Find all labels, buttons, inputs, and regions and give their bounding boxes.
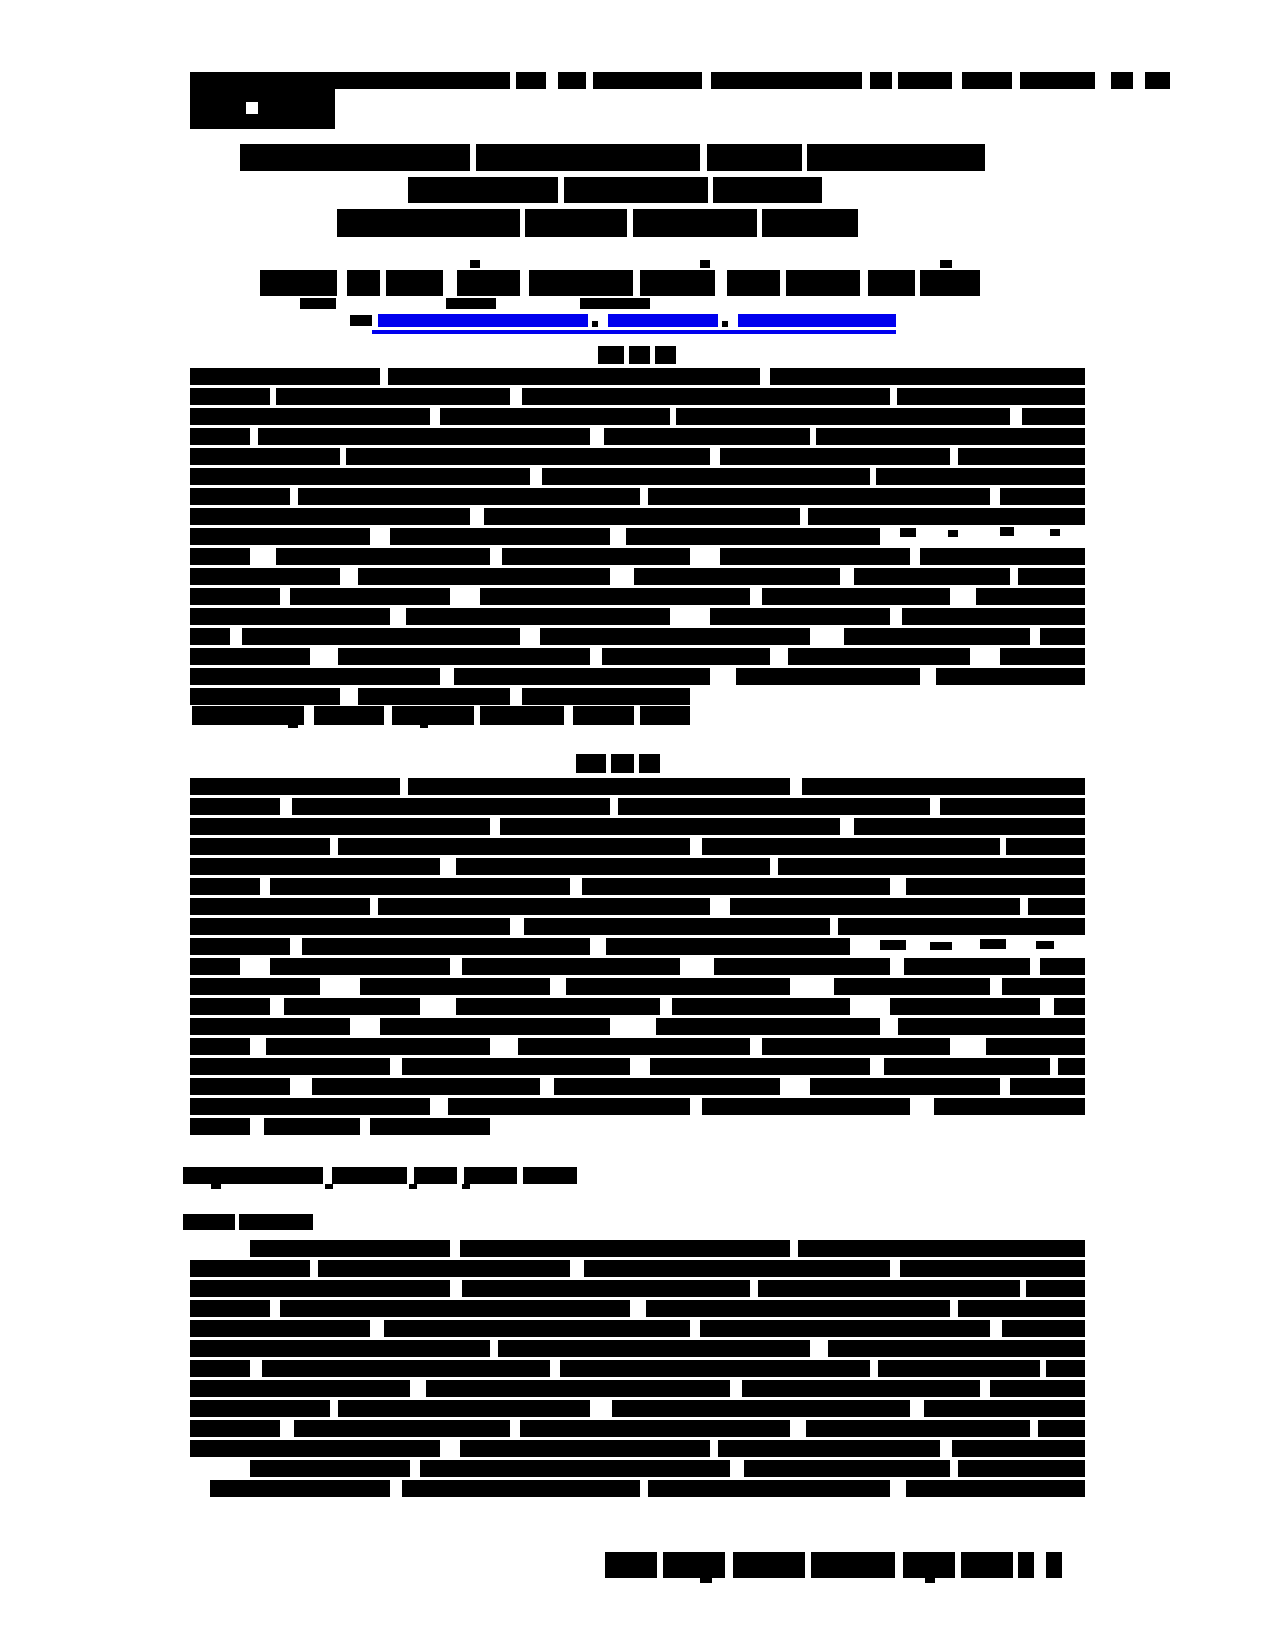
- abstract-paragraph-line-9-gap: [370, 528, 390, 545]
- resume-paragraph-line-12-gap: [850, 998, 890, 1015]
- abstract-paragraph-line-7-gap: [640, 488, 648, 505]
- introduction-paragraph-line-7-gap: [250, 1360, 262, 1377]
- introduction-paragraph-line-6-gap: [490, 1340, 498, 1357]
- resume-paragraph-line-1-gap: [790, 778, 802, 795]
- introduction-paragraph-line-7: [190, 1360, 1085, 1377]
- footer-line-gap: [955, 1552, 961, 1578]
- abstract-paragraph-line-6: [190, 468, 1085, 485]
- introduction-paragraph-line-6: [190, 1340, 1085, 1357]
- introduction-paragraph-line-3-gap: [1020, 1280, 1026, 1297]
- masthead-topbar-gap: [892, 72, 898, 89]
- introduction-paragraph-line-3-gap: [450, 1280, 462, 1297]
- abstract-paragraph-line-16-gap: [920, 668, 936, 685]
- resume-paragraph-line-13: [190, 1018, 1085, 1035]
- abstract-paragraph-line-5: [190, 448, 1085, 465]
- email-link-2[interactable]: [608, 314, 718, 327]
- introduction-paragraph-line-2-gap: [570, 1260, 584, 1277]
- resume-paragraph-line-8: [190, 918, 1085, 935]
- affiliation-fragment-2: [446, 298, 496, 309]
- mots-cles-comma-1: [211, 1184, 221, 1189]
- resume-tail-speck-1: [880, 940, 906, 950]
- abstract-paragraph-line-9: [190, 528, 880, 545]
- abstract-paragraph-line-11: [190, 568, 1085, 585]
- abstract-paragraph-line-10-gap: [490, 548, 502, 565]
- resume-paragraph-line-16-gap: [1000, 1078, 1010, 1095]
- resume-paragraph-line-15-gap: [630, 1058, 650, 1075]
- resume-heading-gap: [634, 754, 639, 773]
- keywords-text: [314, 706, 690, 725]
- resume-paragraph-line-12-gap: [270, 998, 284, 1015]
- masthead-topbar-gap: [952, 72, 962, 89]
- abstract-paragraph-line-13-gap: [670, 608, 710, 625]
- footer-fragment-1: [1018, 1552, 1034, 1578]
- resume-paragraph-line-1-gap: [400, 778, 408, 795]
- abstract-paragraph-line-6-gap: [870, 468, 876, 485]
- introduction-paragraph-line-3: [190, 1280, 1085, 1297]
- abstract-paragraph-line-16: [190, 668, 1085, 685]
- resume-paragraph-line-8-gap: [830, 918, 838, 935]
- masthead-topbar-gap: [862, 72, 870, 89]
- footer-descender-1: [700, 1578, 712, 1583]
- keywords-comma-2: [420, 723, 428, 728]
- abstract-paragraph-line-15-gap: [770, 648, 788, 665]
- abstract-paragraph-line-12-gap: [750, 588, 762, 605]
- resume-paragraph-line-13-gap: [350, 1018, 380, 1035]
- introduction-paragraph-line-2-gap: [310, 1260, 318, 1277]
- introduction-paragraph-line-9-gap: [590, 1400, 612, 1417]
- introduction-paragraph-line-13-gap: [640, 1480, 648, 1497]
- resume-paragraph-line-12-gap: [1040, 998, 1054, 1015]
- footer-descender-2: [925, 1578, 935, 1583]
- author-superscript-2: [700, 260, 710, 268]
- introduction-paragraph-line-7-gap: [870, 1360, 878, 1377]
- resume-paragraph-line-6-gap: [260, 878, 270, 895]
- resume-paragraph-line-15: [190, 1058, 1085, 1075]
- email-link-3[interactable]: [738, 314, 896, 327]
- abstract-paragraph-line-1-gap: [760, 368, 770, 385]
- resume-paragraph-line-18: [190, 1118, 490, 1135]
- resume-paragraph-line-8-gap: [510, 918, 524, 935]
- abstract-paragraph-line-15: [190, 648, 1085, 665]
- abstract-tail-speck-2: [948, 530, 958, 537]
- resume-paragraph-line-11-gap: [790, 978, 834, 995]
- keywords-text-gap: [634, 706, 640, 725]
- affiliation-fragment-1: [300, 298, 336, 309]
- title-line-3-gap: [520, 209, 525, 237]
- title-line-1-gap: [700, 144, 707, 171]
- introduction-paragraph-line-1-gap: [450, 1240, 460, 1257]
- title-line-2-gap: [558, 177, 564, 203]
- resume-paragraph-line-10-gap: [240, 958, 270, 975]
- resume-paragraph-line-11-gap: [550, 978, 566, 995]
- resume-paragraph-line-3: [190, 818, 1085, 835]
- abstract-paragraph-line-7-gap: [990, 488, 1000, 505]
- abstract-paragraph-line-14-gap: [1030, 628, 1040, 645]
- abstract-paragraph-line-17-gap: [510, 688, 522, 705]
- abstract-paragraph-line-3-gap: [430, 408, 440, 425]
- resume-paragraph-line-17-gap: [690, 1098, 702, 1115]
- resume-paragraph-line-10-gap: [450, 958, 462, 975]
- abstract-paragraph-line-5-gap: [950, 448, 958, 465]
- abstract-paragraph-line-8-gap: [800, 508, 808, 525]
- email-link-1[interactable]: [378, 314, 588, 327]
- masthead-topbar-gap: [546, 72, 558, 89]
- abstract-paragraph-line-12-gap: [280, 588, 290, 605]
- resume-paragraph-line-6-gap: [890, 878, 906, 895]
- resume-paragraph-line-13-gap: [610, 1018, 656, 1035]
- introduction-paragraph-line-6-gap: [810, 1340, 828, 1357]
- abstract-paragraph-line-10-gap: [690, 548, 720, 565]
- resume-paragraph-line-15-gap: [390, 1058, 402, 1075]
- author-line-gap: [520, 270, 529, 296]
- resume-paragraph-line-4-gap: [330, 838, 338, 855]
- mots-cles-line-gap: [407, 1167, 414, 1184]
- resume-paragraph-line-17-gap: [910, 1098, 934, 1115]
- masthead-topbar-gap: [586, 72, 593, 89]
- introduction-paragraph-line-10-gap: [510, 1420, 520, 1437]
- keywords-comma-1: [288, 723, 298, 728]
- resume-paragraph-line-18-gap: [360, 1118, 370, 1135]
- resume-paragraph-line-9-gap: [290, 938, 302, 955]
- resume-paragraph-line-15-gap: [870, 1058, 884, 1075]
- resume-paragraph-line-16: [190, 1078, 1085, 1095]
- keywords-text-gap: [564, 706, 573, 725]
- resume-tail-speck-3: [980, 939, 1006, 949]
- introduction-paragraph-line-8-gap: [730, 1380, 742, 1397]
- abstract-paragraph-line-1: [190, 368, 1085, 385]
- abstract-paragraph-line-15-gap: [590, 648, 602, 665]
- title-line-3-gap: [757, 209, 762, 237]
- masthead-topbar-gap: [702, 72, 711, 89]
- resume-paragraph-line-2-gap: [280, 798, 292, 815]
- resume-paragraph-line-4-gap: [1000, 838, 1006, 855]
- resume-paragraph-line-5: [190, 858, 1085, 875]
- email-separator-1: [592, 321, 598, 327]
- resume-paragraph-line-7-gap: [1020, 898, 1028, 915]
- abstract-paragraph-line-8-gap: [470, 508, 484, 525]
- introduction-paragraph-line-5-gap: [990, 1320, 1002, 1337]
- introduction-heading-gap: [235, 1214, 239, 1230]
- abstract-heading-gap: [650, 346, 655, 364]
- resume-paragraph-line-7-gap: [370, 898, 378, 915]
- abstract-paragraph-line-13: [190, 608, 1085, 625]
- abstract-paragraph-line-17-gap: [340, 688, 358, 705]
- title-line-1-gap: [470, 144, 476, 171]
- abstract-paragraph-line-14-gap: [520, 628, 540, 645]
- introduction-paragraph-line-13-gap: [890, 1480, 906, 1497]
- abstract-paragraph-line-13-gap: [890, 608, 902, 625]
- author-line-gap: [337, 270, 347, 296]
- abstract-paragraph-line-2-gap: [510, 388, 522, 405]
- resume-paragraph-line-14-gap: [950, 1038, 986, 1055]
- resume-paragraph-line-5-gap: [440, 858, 456, 875]
- abstract-paragraph-line-3: [190, 408, 1085, 425]
- introduction-paragraph-line-2-gap: [890, 1260, 900, 1277]
- resume-paragraph-line-11: [190, 978, 1085, 995]
- abstract-paragraph-line-8: [190, 508, 1085, 525]
- introduction-paragraph-line-4-gap: [270, 1300, 280, 1317]
- resume-paragraph-line-1: [190, 778, 1085, 795]
- resume-tail-speck-4: [1036, 941, 1054, 949]
- resume-heading: [576, 754, 660, 773]
- introduction-paragraph-line-10-gap: [280, 1420, 294, 1437]
- abstract-paragraph-line-7-gap: [290, 488, 298, 505]
- abstract-paragraph-line-2-gap: [890, 388, 897, 405]
- author-line-gap: [860, 270, 868, 296]
- abstract-heading: [598, 346, 676, 364]
- abstract-paragraph-line-11-gap: [340, 568, 358, 585]
- resume-paragraph-line-10-gap: [680, 958, 714, 975]
- introduction-paragraph-line-10: [190, 1420, 1085, 1437]
- abstract-paragraph-line-4-gap: [250, 428, 258, 445]
- resume-paragraph-line-11-gap: [990, 978, 1002, 995]
- introduction-paragraph-line-9-gap: [330, 1400, 338, 1417]
- resume-paragraph-line-12: [190, 998, 1085, 1015]
- abstract-paragraph-line-7: [190, 488, 1085, 505]
- abstract-paragraph-line-10-gap: [910, 548, 920, 565]
- introduction-paragraph-line-8-gap: [980, 1380, 990, 1397]
- introduction-paragraph-line-12-gap: [410, 1460, 420, 1477]
- introduction-paragraph-line-12: [250, 1460, 1085, 1477]
- resume-paragraph-line-16-gap: [780, 1078, 810, 1095]
- abstract-paragraph-line-11-gap: [1010, 568, 1018, 585]
- abstract-paragraph-line-4: [190, 428, 1085, 445]
- author-superscript-3: [940, 260, 952, 268]
- author-line-gap: [443, 270, 457, 296]
- abstract-paragraph-line-10-gap: [250, 548, 276, 565]
- mots-cles-line-gap: [323, 1167, 332, 1184]
- masthead-topbar: [190, 72, 1170, 89]
- author-line-gap: [715, 270, 727, 296]
- footer-fragment-2: [1046, 1552, 1062, 1578]
- introduction-paragraph-line-9: [190, 1400, 1085, 1417]
- abstract-paragraph-line-12-gap: [950, 588, 976, 605]
- resume-paragraph-line-12-gap: [660, 998, 672, 1015]
- footer-line-gap: [725, 1552, 733, 1578]
- introduction-paragraph-line-10-gap: [790, 1420, 806, 1437]
- masthead-topbar-gap: [510, 72, 516, 89]
- abstract-paragraph-line-5-gap: [340, 448, 346, 465]
- resume-paragraph-line-4: [190, 838, 1085, 855]
- abstract-tail-speck-1: [900, 528, 916, 537]
- resume-paragraph-line-5-gap: [770, 858, 778, 875]
- abstract-paragraph-line-3-gap: [670, 408, 676, 425]
- abstract-paragraph-line-12-gap: [450, 588, 480, 605]
- resume-paragraph-line-2-gap: [930, 798, 940, 815]
- abstract-paragraph-line-16-gap: [440, 668, 454, 685]
- mots-cles-comma-2: [325, 1184, 333, 1189]
- introduction-paragraph-line-10-gap: [1030, 1420, 1038, 1437]
- introduction-paragraph-line-8-gap: [410, 1380, 426, 1397]
- resume-tail-speck-2: [930, 942, 952, 950]
- resume-paragraph-line-9-gap: [590, 938, 606, 955]
- abstract-paragraph-line-2: [190, 388, 1085, 405]
- abstract-paragraph-line-14: [190, 628, 1085, 645]
- introduction-paragraph-line-7-gap: [1040, 1360, 1046, 1377]
- email-separator-2: [722, 321, 728, 327]
- footer-line: [605, 1552, 1013, 1578]
- keywords-text-gap: [384, 706, 392, 725]
- resume-paragraph-line-17: [190, 1098, 1085, 1115]
- resume-paragraph-line-12-gap: [420, 998, 456, 1015]
- introduction-heading: [183, 1214, 313, 1230]
- introduction-paragraph-line-8: [190, 1380, 1085, 1397]
- introduction-paragraph-line-5: [190, 1320, 1085, 1337]
- resume-paragraph-line-6-gap: [570, 878, 582, 895]
- resume-paragraph-line-14-gap: [490, 1038, 518, 1055]
- abstract-paragraph-line-15-gap: [970, 648, 1000, 665]
- resume-paragraph-line-3-gap: [490, 818, 500, 835]
- affiliation-fragment-3: [580, 298, 650, 309]
- resume-paragraph-line-16-gap: [290, 1078, 312, 1095]
- resume-paragraph-line-16-gap: [540, 1078, 554, 1095]
- title-line-1: [240, 144, 985, 171]
- resume-paragraph-line-17-gap: [430, 1098, 448, 1115]
- author-line-gap: [380, 270, 386, 296]
- author-superscript-1: [470, 260, 480, 268]
- introduction-paragraph-line-12-gap: [730, 1460, 744, 1477]
- mots-cles-line: [183, 1167, 577, 1184]
- introduction-paragraph-line-11-gap: [440, 1440, 460, 1457]
- abstract-paragraph-line-4-gap: [590, 428, 604, 445]
- resume-heading-gap: [606, 754, 611, 773]
- abstract-paragraph-line-2-gap: [270, 388, 276, 405]
- introduction-paragraph-line-2: [190, 1260, 1085, 1277]
- resume-paragraph-line-13-gap: [880, 1018, 898, 1035]
- introduction-paragraph-line-5-gap: [690, 1320, 700, 1337]
- resume-paragraph-line-10-gap: [890, 958, 904, 975]
- resume-paragraph-line-15-gap: [1050, 1058, 1058, 1075]
- author-line-gap: [633, 270, 640, 296]
- title-line-3: [337, 209, 858, 237]
- introduction-paragraph-line-13: [210, 1480, 1085, 1497]
- abstract-paragraph-line-12: [190, 588, 1085, 605]
- masthead-topbar-gap: [1012, 72, 1020, 89]
- abstract-paragraph-line-14-gap: [230, 628, 242, 645]
- abstract-paragraph-line-16-gap: [710, 668, 736, 685]
- introduction-paragraph-line-11: [190, 1440, 1085, 1457]
- abstract-paragraph-line-17: [190, 688, 690, 705]
- abstract-paragraph-line-10: [190, 548, 1085, 565]
- resume-paragraph-line-14-gap: [250, 1038, 266, 1055]
- abstract-tail-speck-4: [1050, 529, 1060, 536]
- resume-paragraph-line-9: [190, 938, 850, 955]
- title-line-2-gap: [708, 177, 713, 203]
- title-line-3-gap: [627, 209, 633, 237]
- abstract-paragraph-line-13-gap: [390, 608, 406, 625]
- mots-cles-comma-3: [409, 1184, 417, 1189]
- introduction-paragraph-line-4-gap: [630, 1300, 646, 1317]
- abstract-paragraph-line-11-gap: [840, 568, 854, 585]
- introduction-paragraph-line-12-gap: [950, 1460, 958, 1477]
- abstract-paragraph-line-11-gap: [610, 568, 634, 585]
- abstract-paragraph-line-3-gap: [1010, 408, 1022, 425]
- abstract-paragraph-line-6-gap: [530, 468, 542, 485]
- resume-paragraph-line-14-gap: [750, 1038, 762, 1055]
- journal-logo-notch: [246, 102, 258, 114]
- author-line-gap: [915, 270, 920, 296]
- footer-line-gap: [805, 1552, 811, 1578]
- keywords-text-gap: [474, 706, 480, 725]
- abstract-paragraph-line-1-gap: [380, 368, 388, 385]
- mots-cles-line-gap: [457, 1167, 464, 1184]
- introduction-paragraph-line-4: [190, 1300, 1085, 1317]
- resume-paragraph-line-10: [190, 958, 1085, 975]
- resume-paragraph-line-10-gap: [1030, 958, 1040, 975]
- masthead-topbar-gap: [1095, 72, 1111, 89]
- resume-paragraph-line-14: [190, 1038, 1085, 1055]
- resume-paragraph-line-3-gap: [840, 818, 854, 835]
- journal-logo: [190, 88, 335, 129]
- resume-paragraph-line-11-gap: [320, 978, 360, 995]
- introduction-paragraph-line-13-gap: [390, 1480, 402, 1497]
- abstract-paragraph-line-9-gap: [610, 528, 626, 545]
- mots-cles-comma-4: [462, 1184, 470, 1189]
- abstract-paragraph-line-14-gap: [810, 628, 844, 645]
- title-line-2: [408, 177, 822, 203]
- introduction-paragraph-line-9-gap: [910, 1400, 924, 1417]
- resume-paragraph-line-7-gap: [710, 898, 730, 915]
- email-label-fragment: [350, 315, 372, 326]
- mots-cles-line-gap: [517, 1167, 523, 1184]
- introduction-paragraph-line-4-gap: [950, 1300, 958, 1317]
- introduction-paragraph-line-11-gap: [710, 1440, 718, 1457]
- abstract-paragraph-line-5-gap: [710, 448, 720, 465]
- resume-paragraph-line-7: [190, 898, 1085, 915]
- masthead-topbar-gap: [1133, 72, 1145, 89]
- abstract-paragraph-line-4-gap: [810, 428, 816, 445]
- author-line-gap: [780, 270, 786, 296]
- abstract-paragraph-line-15-gap: [310, 648, 338, 665]
- introduction-paragraph-line-7-gap: [550, 1360, 560, 1377]
- resume-paragraph-line-2-gap: [610, 798, 618, 815]
- introduction-paragraph-line-11-gap: [940, 1440, 952, 1457]
- title-line-1-gap: [802, 144, 807, 171]
- abstract-heading-gap: [624, 346, 629, 364]
- footer-line-gap: [895, 1552, 903, 1578]
- abstract-tail-speck-3: [1000, 527, 1014, 536]
- resume-paragraph-line-2: [190, 798, 1085, 815]
- resume-paragraph-line-4-gap: [690, 838, 702, 855]
- introduction-paragraph-line-5-gap: [370, 1320, 384, 1337]
- introduction-paragraph-line-1: [250, 1240, 1085, 1257]
- resume-paragraph-line-18-gap: [250, 1118, 264, 1135]
- resume-paragraph-line-6: [190, 878, 1085, 895]
- introduction-paragraph-line-3-gap: [750, 1280, 758, 1297]
- author-line: [260, 270, 980, 296]
- footer-line-gap: [657, 1552, 663, 1578]
- introduction-paragraph-line-1-gap: [790, 1240, 798, 1257]
- email-underline: [372, 330, 896, 334]
